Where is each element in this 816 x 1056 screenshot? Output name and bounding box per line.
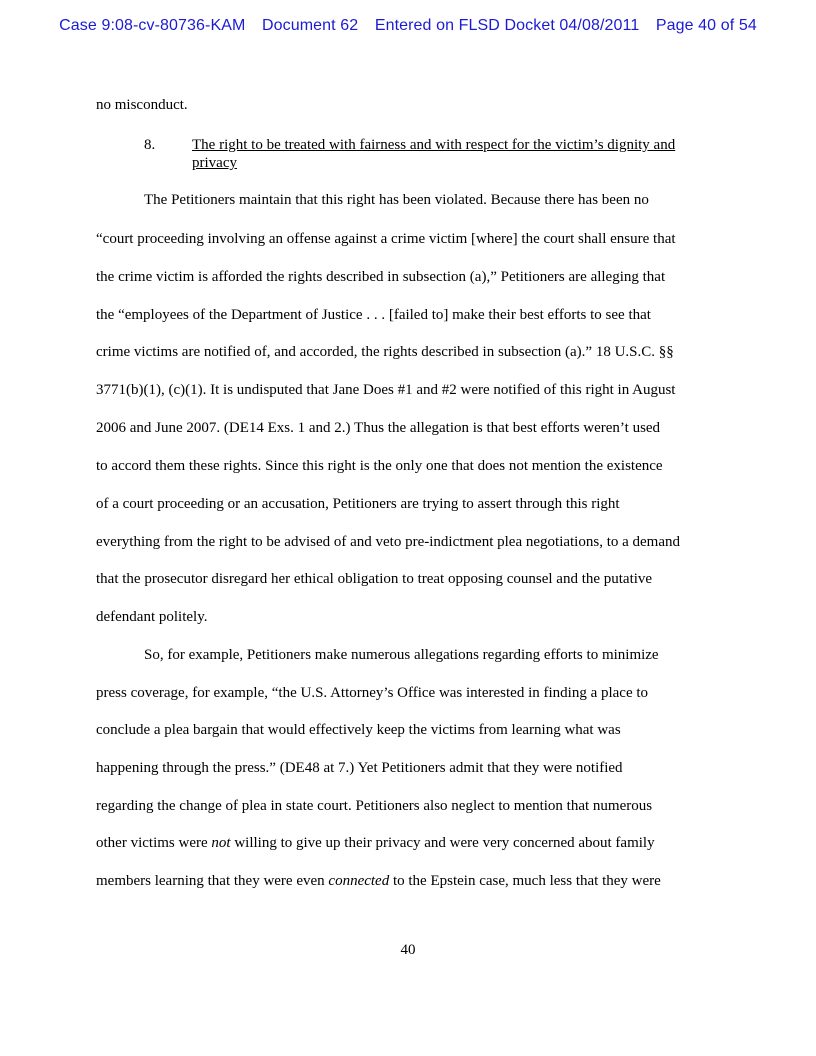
page-info: Page 40 of 54 <box>655 17 757 34</box>
text-line: everything from the right to be advised of and veto pre-indictment plea negotiations, to a demand <box>96 534 680 550</box>
text-line: “court proceeding involving an offense against a crime victim [where] the court shall ensure that <box>96 231 676 247</box>
section-heading-title: The right to be treated with fairness and with respect for the victim’s dignity and privacy <box>192 137 676 171</box>
text-line: of a court proceeding or an accusation, Petitioners are trying to assert through this right <box>96 496 620 512</box>
text-line: no misconduct. <box>96 97 188 113</box>
text-line: crime victims are notified of, and accorded, the rights described in subsection (a).” 18 U.S.C. §§ <box>96 344 674 360</box>
text-line: regarding the change of plea in state court. Petitioners also neglect to mention that numerous <box>96 798 653 814</box>
text-run: members learning that they were even <box>96 873 329 889</box>
text-run: willing to give up their privacy and were very concerned about family <box>230 835 655 851</box>
text-line: 3771(b)(1), (c)(1). It is undisputed that Jane Does #1 and #2 were notified of this right in August <box>96 382 676 398</box>
document-number: Document 62 <box>262 17 359 34</box>
text-line: to accord them these rights. Since this right is the only one that does not mention the existence <box>96 458 663 474</box>
text-line: 2006 and June 2007. (DE14 Exs. 1 and 2.) Thus the allegation is that best efforts weren’t used <box>96 420 661 436</box>
docket-header <box>0 17 816 35</box>
text-line: press coverage, for example, “the U.S. Attorney’s Office was interested in finding a place to <box>96 685 649 701</box>
paragraph-first-line: So, for example, Petitioners make numerous allegations regarding efforts to minimize <box>144 647 659 663</box>
text-line: conclude a plea bargain that would effectively keep the victims from learning what was <box>96 722 621 738</box>
text-line <box>96 872 661 890</box>
text-line: happening through the press.” (DE48 at 7.) Yet Petitioners admit that they were notified <box>96 760 623 776</box>
text-line: defendant politely. <box>96 609 208 625</box>
text-line <box>96 834 655 852</box>
text-run: other victims were <box>96 835 212 851</box>
emphasis-text: not <box>211 835 231 851</box>
paragraph-first-line: The Petitioners maintain that this right has been violated. Because there has been no <box>144 192 649 208</box>
emphasis-text: connected <box>328 873 390 889</box>
text-line: the crime victim is afforded the rights described in subsection (a),” Petitioners are alleging that <box>96 269 666 285</box>
text-line: the “employees of the Department of Justice . . . [failed to] make their best efforts to see that <box>96 307 651 323</box>
docket-entry-date: Entered on FLSD Docket 04/08/2011 <box>374 17 640 34</box>
page-number: 40 <box>400 942 416 958</box>
text-run: to the Epstein case, much less that they were <box>389 873 661 889</box>
section-heading-number: 8. <box>144 137 156 153</box>
text-line: that the prosecutor disregard her ethical obligation to treat opposing counsel and the putative <box>96 571 653 587</box>
case-number: Case 9:08-cv-80736-KAM <box>59 17 246 34</box>
